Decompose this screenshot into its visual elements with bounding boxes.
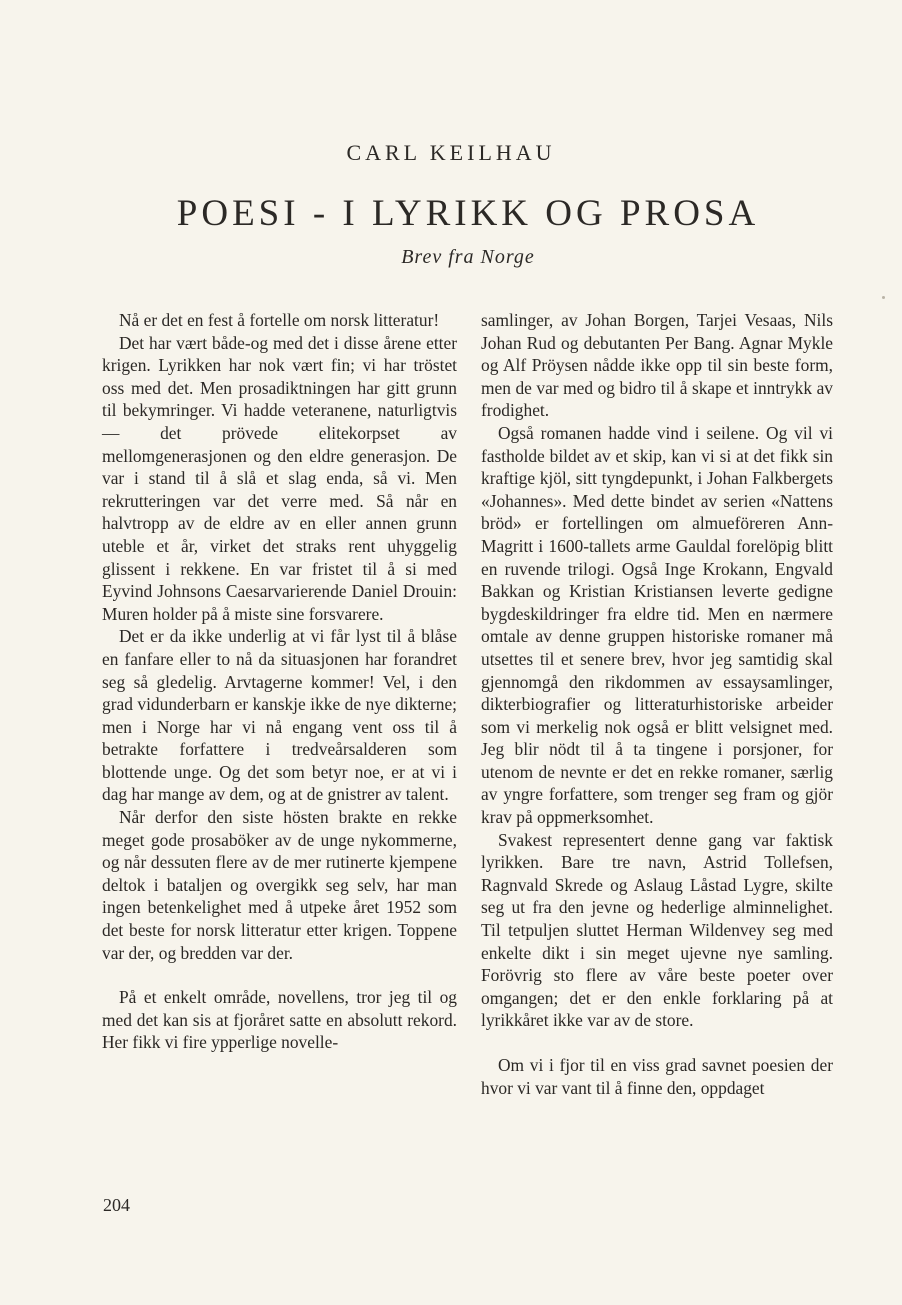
paragraph: Det har vært både-og med det i disse årene etter krigen. Lyrikken har nok vært fin; vi har tröstet oss med det. Men prosadiktningen har gitt grunn til bekymringer. Vi hadde veteranene, naturligtvis — det prövede elitekorpset av mellomgenerasjonen og den eldre generasjon. De var i stand til å slå et slag enda, så vi. Men rekrutteringen var det verre med. Så når en halvtropp av de eldre av en eller annen grunn uteble et år, virket det straks rent uhyggelig glissent i rekkene. En var fristet til å si med Eyvind Johnsons Caesarvarierende Daniel Drouin: Muren holder på å miste sine forsvarere. bbox=[102, 332, 457, 624]
speck-mark bbox=[882, 296, 885, 299]
article-subtitle: Brev fra Norge bbox=[401, 246, 535, 268]
paragraph: Når derfor den siste hösten brakte en rekke meget gode prosaböker av de unge nykommerne, og når dessuten flere av de mer rutinerte kjempene deltok i bataljen og overgikk seg selv, har man ingen betenkelighet med å utpeke året 1952 som det beste for norsk litteratur etter krigen. Toppene var der, og bredden var der. bbox=[102, 807, 457, 963]
right-column bbox=[481, 309, 833, 1099]
paragraph: Nå er det en fest å fortelle om norsk litteratur! bbox=[119, 310, 440, 330]
paragraph: På et enkelt område, novellens, tror jeg til og med det kan sis at fjoråret satte en absolutt rekord. Her fikk vi fire ypperlige novelle- bbox=[102, 987, 457, 1053]
page-number: 204 bbox=[103, 1195, 130, 1215]
paragraph: Svakest representert denne gang var faktisk lyrikken. Bare tre navn, Astrid Tollefsen, Ragnvald Skrede og Aslaug Låstad Lygre, skilte seg ut fra den jevne og hederlige alminnelighet. Til tetpuljen sluttet Herman Wildenvey seg med enkelte dikt i sin meget ujevne nye samling. Forövrig sto flere av våre beste poeter over omgangen; det er den enkle forklaring på at lyrikkåret ikke var av de store. bbox=[481, 829, 833, 1031]
article-title: POESI - I LYRIKK OG PROSA bbox=[176, 193, 760, 234]
paragraph: Også romanen hadde vind i seilene. Og vil vi fastholde bildet av et skip, kan vi si at det fikk sin kraftige kjöl, sitt tyngdepunkt, i Johan Falkbergets «Johannes». Med dette bindet av serien «Nattens bröd» er fortellingen om almueföreren Ann-Magritt i 1600-tallets arme Gauldal forelöpig blitt en ruvende trilogi. Også Inge Krokann, Engvald Bakkan og Kristian Kristiansen leverte gedigne bygdeskildringer fra eldre tid. Men en nærmere omtale av denne gruppen historiske romaner må utsettes til et senere brev, hvor jeg samtidig skal gjennomgå den rikdommen av essaysamlinger, dikterbiografier og litteraturhistoriske arbeider som vi merkelig nok også er blitt velsignet med. Jeg blir nödt til å ta tingene i porsjoner, for utenom de nevnte er det en rekke romaner, særlig av yngre forfattere, som trenger seg fram og gjör krav på oppmerksomhet. bbox=[481, 422, 833, 828]
paragraph: Det er da ikke underlig at vi får lyst til å blåse en fanfare eller to nå da situasjonen har forandret seg så gledelig. Arvtagerne kommer! Vel, i den grad vidunderbarn er kanskje ikke de nye dikterne; men i Norge har vi nå engang vent oss til å betrakte forfattere i tredveårsalderen som blottende unge. Og det som betyr noe, er at vi i dag har mange av dem, og at de gnistrer av talent. bbox=[102, 626, 457, 805]
paragraph: Om vi i fjor til en viss grad savnet poesien der hvor vi var vant til å finne den, oppdaget bbox=[481, 1055, 833, 1098]
left-column bbox=[102, 309, 457, 1054]
paragraph: samlinger, av Johan Borgen, Tarjei Vesaas, Nils Johan Rud og debutanten Per Bang. Agnar Mykle og Alf Pröysen nådde ikke opp til sin beste form, men de var med og bidro til å skape et inntrykk av frodighet. bbox=[481, 310, 833, 421]
author-name: CARL KEILHAU bbox=[346, 140, 556, 165]
